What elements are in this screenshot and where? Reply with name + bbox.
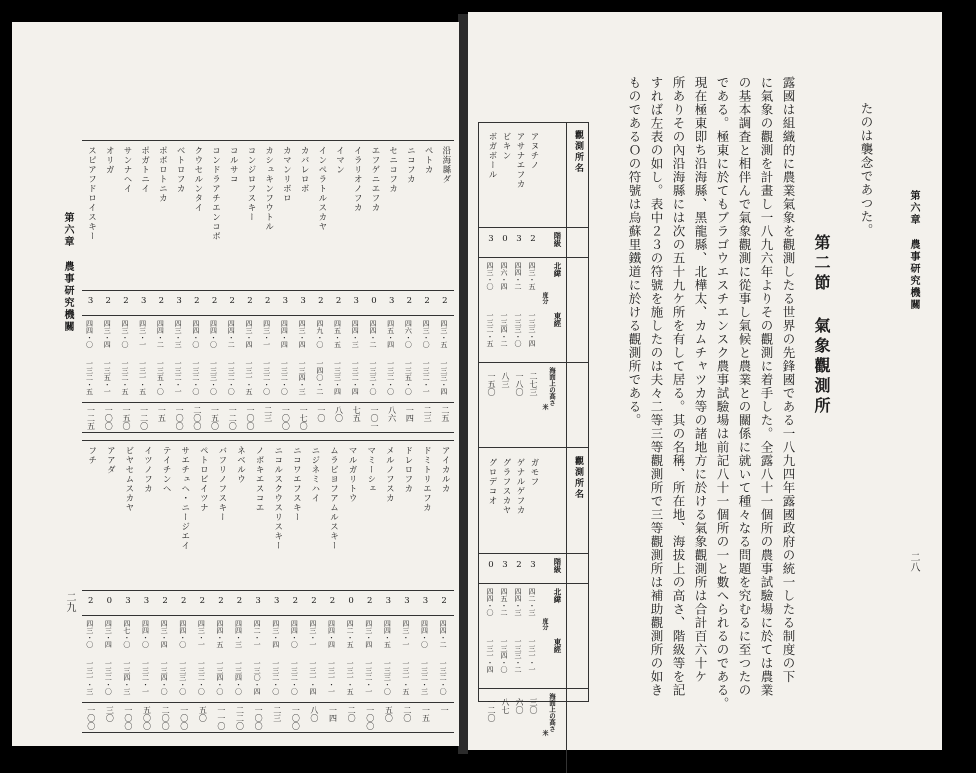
station-name: ニコルスクウスリスキー [272,446,283,551]
station-lon: 一三二・三 [420,660,429,695]
station-rank: 3 [138,296,149,306]
station-rank: 2 [439,296,450,306]
station-name: ペトロビイツナ [198,446,209,513]
station-alt: 一二〇 [228,406,238,430]
station-lon: 一三二・五 [486,312,494,347]
station-rank: 2 [422,296,433,306]
station-lon: 一三四・〇 [500,638,508,673]
station-lon: 一三五・〇 [404,360,413,395]
station-alt: 一四 [405,406,415,422]
row-separator [478,583,589,584]
station-name: コンジロフスキー [245,146,256,222]
station-rank: 2 [197,596,208,606]
station-lat: 四三・四 [244,320,253,348]
station-lon: 一三二・〇 [386,360,395,395]
rank-rule [82,315,454,316]
station-lat: 四三・四 [298,320,307,348]
station-lon: 一三四・三 [122,660,131,695]
paragraph-line: 現在極東即ち沿海縣、黑龍縣、北樺太、カムチャツカ等の諸地方に於ける氣象觀測所は合計百六十ケ [693,76,708,684]
station-rank: 3 [386,296,397,306]
station-rank: 2 [215,596,226,606]
station-alt: 三〇 [529,698,538,714]
station-name: スピアフドロイスキー [86,146,97,241]
station-alt: 二二〇 [235,706,245,730]
station-lon: 一四〇・二 [315,360,324,395]
station-alt: 一〇〇 [86,706,96,730]
station-lat: 四三・一 [197,620,206,648]
station-lon: 一三二・一 [422,360,431,395]
station-name: ドミトリエフカ [421,446,432,513]
station-rank: 2 [209,296,220,306]
station-alt: 五〇 [384,706,394,722]
station-rank: 2 [333,296,344,306]
station-name: セニコフカ [387,146,398,194]
station-rank: 3 [383,596,394,606]
station-lat: 四五・二 [500,588,508,616]
station-name: カマンリボロ [281,146,292,203]
station-lat: 四三・〇 [85,620,94,648]
station-rank: 3 [401,596,412,606]
station-rank: 2 [234,596,245,606]
station-lon: 一三二・〇 [439,660,448,695]
station-rank: 2 [178,596,189,606]
station-lat: 四四・〇 [420,620,429,648]
paragraph-line: に氣象の觀測を計畫し一八九六年よりその觀測に着手した。全露八十一個所の農事試驗場に於ては農業 [759,76,774,697]
station-alt: 一〇〇 [104,406,114,430]
station-lat: 四二・三 [528,588,536,616]
station-lon: 一三〇・四 [253,660,262,695]
station-name: マミーシェ [365,446,376,494]
station-lat: 四三・三 [174,320,183,348]
station-alt: 二五 [440,406,450,422]
table-header-rank: 階級 [553,558,562,573]
station-alt: 五〇〇 [142,706,152,730]
band-bottom-rule [82,732,454,733]
station-name: インペラトルスカヤ [316,146,327,232]
station-alt: 一〇〇 [179,706,189,730]
station-lat: 四四・三 [234,620,243,648]
station-lat: 四四・二 [368,320,377,348]
station-rank: 2 [315,296,326,306]
coord-rule [82,702,454,703]
station-alt: 一〇〇 [291,706,301,730]
station-alt: 一〇〇 [365,706,375,730]
row-separator [478,688,589,689]
station-rank: 2 [439,596,450,606]
station-lat: 四四・四 [327,620,336,648]
station-alt: 二〇〇 [192,406,202,430]
station-lon: 一三四・三 [298,360,307,395]
table-header-alt: 海面上の高さ [548,367,556,406]
station-rank: 3 [528,560,538,570]
book-gutter [458,14,468,754]
station-alt: 二〇 [402,706,412,722]
station-alt: 八三 [501,372,510,388]
station-lon: 一三五・〇 [156,360,165,395]
station-name: クウセルンタイ [192,146,203,213]
station-name: イマン [334,146,345,175]
station-lon: 一三三・〇 [383,660,392,695]
station-lat: 四六・〇 [404,320,413,348]
station-name: メルノフスカ [384,446,395,503]
station-lat: 四三・五 [528,262,536,290]
station-table [478,122,590,736]
section-title: 第二節 氣象觀測所 [812,234,831,417]
station-lon: 一三二・〇 [191,360,200,395]
station-name: アサナエフカ [515,132,525,189]
station-lon: 一三三・〇 [514,312,522,347]
station-name: サンナヘイ [121,146,132,194]
table-header-station: 觀測所名 [573,130,583,174]
station-lat: 四五・五 [333,320,342,348]
station-rank: 0 [104,596,115,606]
station-name: ガモフ [529,458,539,487]
station-alt: 一八〇 [515,372,524,396]
station-lat: 四四・三 [514,588,522,616]
station-name: イラリオノフカ [352,146,363,213]
station-lat: 四五・四 [386,320,395,348]
station-rank: 2 [364,596,375,606]
station-rank: 0 [368,296,379,306]
station-alt: 二七三 [529,372,538,396]
station-rank: 3 [85,296,96,306]
station-rank: 2 [103,296,114,306]
station-rank: 2 [244,296,255,306]
station-lat: 四二・五 [346,620,355,648]
table-header-lon: 東經 [553,312,562,327]
paragraph-line: 所ありその內沿海縣には次の五十九ケ所を有して居る。其の名稱、所在地、海拔上の高さ、階級等を記 [671,76,686,697]
col-separator [566,448,567,773]
table-header-meter: 米 [541,730,548,736]
name-rule [82,590,454,591]
chapter-header: 第六章 農事研究機關 [62,212,73,333]
station-lat: 四三・一 [138,320,147,348]
station-name: ムラビヨフアムルスキー [328,446,339,551]
table-header-lat: 北緯 [553,262,562,277]
station-alt: 三〇 [105,706,115,722]
station-alt: 一〇〇 [245,406,255,430]
station-lon: 一三一・四 [486,638,494,673]
station-lon: 一三一・五 [244,360,253,395]
station-rank: 3 [271,596,282,606]
station-rank: 2 [528,234,538,244]
station-name: ニコフカ [405,146,416,184]
station-alt: 六〇 [515,698,524,714]
page-number: 二九 [64,592,75,612]
station-rank: 0 [500,234,510,244]
station-lat: 四六・四 [500,262,508,290]
station-rank: 3 [420,596,431,606]
table-header-lon: 東經 [553,638,562,653]
table-header-degmin: 度分 [541,618,548,630]
station-name: サエチュヘ・ニージエイ [179,446,190,551]
station-lat: 四四・二 [439,620,448,648]
station-lon: 一三一・三 [85,660,94,695]
station-lon: 一三三・〇 [368,360,377,395]
station-lat: 四三・四 [103,320,112,348]
station-rank: 3 [253,596,264,606]
row-separator [478,257,589,258]
station-lat: 四三・〇 [486,262,494,290]
station-lon: 一三二・一 [174,360,183,395]
station-lat: 四四・二 [227,320,236,348]
station-name: ニコワエフスキー [291,446,302,522]
paragraph-line: の基本調査と相伴んで氣象觀測に從事し氣候と農業との關係に就いて種々なる問題を究むるに至つたの [737,76,752,697]
station-alt: 八六 [387,406,397,422]
station-rank: 2 [191,296,202,306]
right-page [468,12,942,750]
station-alt: 一〇〇 [281,406,291,430]
station-name: コンドラアチエンコボ [210,146,221,241]
station-lat: 四三・一 [262,320,271,348]
station-rank: 2 [85,596,96,606]
station-lon: 一三三・二 [514,638,522,673]
station-lat: 四四・三 [351,320,360,348]
row-separator [478,553,589,554]
station-name: 沿海縣ダ [440,146,451,184]
station-lat: 四四・〇 [191,320,200,348]
station-alt: 一七〇 [299,406,309,430]
station-rank: 2 [327,596,338,606]
rank-rule [82,615,454,616]
station-alt: 二三 [423,406,433,422]
table-header-degmin: 度分 [541,292,548,304]
table-header-meter: 米 [541,404,548,410]
station-lat: 四四・〇 [141,620,150,648]
row-separator [478,362,589,363]
station-alt: 一五 [421,706,431,722]
station-rank: 2 [120,296,131,306]
station-alt: 五〇 [198,706,208,722]
row-separator [478,227,589,228]
station-name: フチ [86,446,97,465]
station-lat: 四四・五 [383,620,392,648]
station-alt: 一〇一 [369,406,379,430]
station-rank: 2 [290,596,301,606]
station-lon: 一三五・一 [103,360,112,395]
station-lat: 四九・〇 [315,320,324,348]
station-lon: 一三二・〇 [227,360,236,395]
station-lon: 一三二・五 [120,360,129,395]
station-lon: 一三二・〇 [104,660,113,695]
station-lon: 一三三・四 [528,312,536,347]
station-lon: 一三二・〇 [290,660,299,695]
station-alt: 一一〇 [216,706,226,730]
station-name: ビキン [501,132,511,161]
station-name: イツノフカ [142,446,153,494]
station-lon: 一三二・〇 [271,660,280,695]
station-name: カシュキンフウトル [263,146,274,232]
station-alt: 八七 [501,698,510,714]
station-lat: 四四・〇 [178,620,187,648]
paragraph-line: すれば左表の如し。表中２３の符號を施したのは夫々二等三等觀測所で三等觀測所は補助觀測所の如き [649,76,664,697]
station-rank: 3 [486,234,496,244]
station-rank: 2 [262,296,273,306]
name-rule [82,290,454,291]
station-lon: 一三二・一 [141,660,150,695]
station-lon: 一三四・〇 [160,660,169,695]
station-lon: 一三一・一 [327,660,336,695]
station-rank: 2 [227,296,238,306]
band-bottom-rule [82,432,454,433]
station-lat: 四三・四 [364,620,373,648]
station-rank: 2 [156,296,167,306]
station-name: ベトロフカ [175,146,186,194]
station-name: グラフスカヤ [501,458,511,515]
station-lat: 四四・二 [514,262,522,290]
station-lon: 一三二・五 [85,360,94,395]
station-alt: 一五〇 [121,406,131,430]
station-table-continued [82,140,454,734]
station-name: アアダ [105,446,116,475]
station-lat: 四三・〇 [422,320,431,348]
station-lon: 一三一・五 [401,660,410,695]
station-name: マルガリトウ [347,446,358,503]
station-lon: 一三三・〇 [209,360,218,395]
station-rank: 3 [174,296,185,306]
station-rank: 2 [308,596,319,606]
station-lat: 四三・〇 [120,320,129,348]
station-name: アイカルカ [440,446,451,494]
station-lon: 一三一・五 [346,660,355,695]
station-alt: 一〇〇 [175,406,185,430]
station-alt: 一五〇 [210,406,220,430]
station-name: ネベルウ [235,446,246,484]
station-lat: 四三・四 [271,620,280,648]
station-lat: 四四・二 [156,320,165,348]
station-lon: 一三三・〇 [178,660,187,695]
station-alt: 一〇〇 [123,706,133,730]
station-lat: 四三・一 [308,620,317,648]
station-alt: 一五 [157,406,167,422]
station-alt: 八〇 [334,406,344,422]
station-alt: 一四 [328,706,338,722]
station-rank: 2 [514,560,524,570]
station-alt: 二三 [272,706,282,722]
chapter-header: 第六章 農事研究機關 [908,190,919,311]
left-page [12,22,459,746]
station-rank: 3 [122,596,133,606]
station-name: ビヤセムスカヤ [123,446,134,513]
station-lat: 四四・五 [215,620,224,648]
paragraph-line: ものであるＯの符號は烏蘇里鐵道に於ける觀測所である。 [627,76,642,427]
station-rank: 0 [486,560,496,570]
station-rank: 3 [500,560,510,570]
station-rank: 2 [160,596,171,606]
station-lat: 四四・〇 [486,588,494,616]
station-name: ポボロトニカ [157,146,168,203]
station-lon: 一三四・〇 [234,660,243,695]
station-alt: 一〇〇 [254,706,264,730]
paragraph-line: 露國は組織的に農業氣象を觀測したる世界の先鋒國である一八九四年露國政府の統一したる制度の下 [781,76,796,684]
station-lat: 四四・〇 [85,320,94,348]
station-name: アヌチノ [529,132,539,170]
station-rank: 3 [514,234,524,244]
station-alt: 一二〇 [139,406,149,430]
station-rank: 2 [404,296,415,306]
station-lon: 一三二・〇 [280,360,289,395]
station-lon: 一三一・一 [528,638,536,673]
paragraph-line: である。極東に於てもブラゴウエスチエンスク農事試驗場は前記八十一個所の一と數へられるのである。 [715,76,730,711]
station-lon: 一三二・一 [364,660,373,695]
station-alt: 八〇 [309,706,319,722]
station-rank: 3 [280,296,291,306]
station-rank: 3 [141,596,152,606]
table-header-station: 觀測所名 [573,456,583,500]
station-rank: 3 [351,296,362,306]
station-lat: 四三・四 [104,620,113,648]
station-lon: 一三三・四 [333,360,342,395]
station-lat: 四四・〇 [290,620,299,648]
station-lon: 一三二・四 [351,360,360,395]
station-name: コルサコ [228,146,239,184]
page-number: 二八 [908,552,919,572]
station-lon: 一三三・四 [439,360,448,395]
station-name: ドレロフカ [402,446,413,494]
station-lat: 四四・〇 [209,320,218,348]
station-name: ボガボール [487,132,497,180]
station-name: エフゲニエフカ [369,146,380,213]
station-alt: 二三 [263,406,273,422]
station-lat: 四七・〇 [122,620,131,648]
station-rank: 0 [346,596,357,606]
station-name: ポガトニイ [139,146,150,194]
station-name: カバレロボ [299,146,310,194]
station-name: ペトカ [423,146,434,175]
coord-rule [82,402,454,403]
station-alt: 二〇 [347,706,357,722]
station-name: ニジネミハイ [309,446,320,503]
band-top-rule [82,140,454,141]
station-alt: 一〇 [316,406,326,422]
station-name: ゲナルゲフカ [515,458,525,515]
station-name: バフリノフスキー [216,446,227,522]
station-lon: 一三四・二 [500,312,508,347]
station-lat: 四二・一 [253,620,262,648]
station-alt: 二〇〇 [161,706,171,730]
station-alt: 一二五 [86,406,96,430]
station-lon: 一三二・〇 [197,660,206,695]
station-name: グロデコオ [487,458,497,506]
table-header-lat: 北緯 [553,588,562,603]
station-lat: 四三・四 [160,620,169,648]
station-lat: 四三・一 [401,620,410,648]
station-lon: 一三一・四 [308,660,317,695]
col-separator [566,122,567,447]
station-lon: 一三一・五 [138,360,147,395]
station-lat: 四四・四 [280,320,289,348]
station-alt: 七五 [352,406,362,422]
station-lon: 一三四・〇 [215,660,224,695]
station-alt: 一 [440,706,450,714]
station-lon: 一三二・〇 [262,360,271,395]
station-alt: 一五〇 [487,372,496,396]
station-name: テイチンヘ [161,446,172,494]
station-rank: 3 [298,296,309,306]
band-top-rule [82,440,454,441]
station-alt: 一二〇 [487,698,496,722]
station-name: ノボキエスコエ [254,446,265,513]
station-name: オリガ [104,146,115,175]
station-lat: 四三・五 [439,320,448,348]
table-header-rank: 階級 [553,232,562,247]
table-header-alt: 海面上の高さ [548,693,556,732]
intro-line: たのは襲念であつた。 [859,102,874,237]
